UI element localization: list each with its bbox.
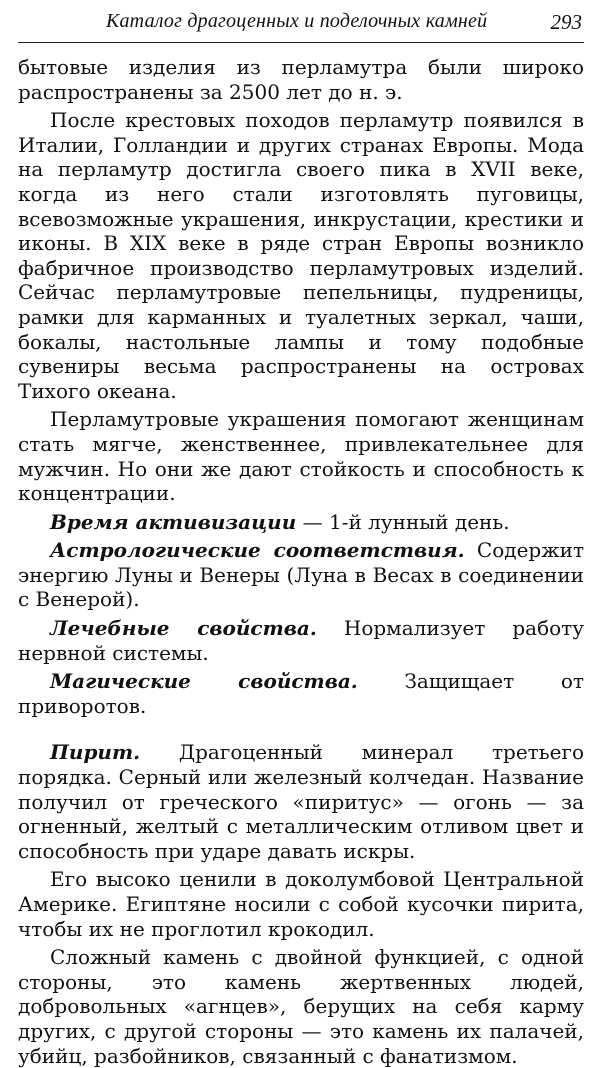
paragraph-continuation: бытовые изделия из перламутра были широко распространены за 2500 лет до н. э. [18,55,584,104]
activation-text: — 1-й лунный день. [296,509,510,534]
magic-term: Магические свойства. [50,669,358,694]
page-number: 293 [550,10,582,34]
pyrite-entry [18,740,584,863]
paragraph-mother-of-pearl-history: После крестовых походов перламутр появился в Италии, Голландии и других странах Европы. Мода на перламутр достигла своего пика в XVII веке, когда из него стали изготовлять пуговицы, всевозможные украшения, инкрустации, крестики и иконы. В XIX веке в ряде стран Европы возникло фабричное производство перламутровых изделий. Сейчас перламутровые пепельницы, пудреницы, рамки для карманных и туалетных зеркал, чаши, бокалы, настольные лампы и тому подобные сувениры весьма распространены на островах Тихого океана. [18,108,584,403]
running-header-title: Каталог драгоценных и поделочных камней [106,10,488,32]
healing-text: Нормализует работу нервной системы. [18,616,584,665]
activation-term: Время активизации [50,509,297,534]
body-text [18,55,584,1068]
running-header [18,2,584,43]
healing-entry [18,616,584,665]
paragraph-pyrite-history: Его высоко ценили в доколумбовой Центральной Америке. Египтяне носили с собой кусочки пирита, чтобы их не проглотил крокодил. [18,867,584,941]
astrology-entry [18,538,584,612]
activation-entry [18,510,584,535]
paragraph-mother-of-pearl-jewelry: Перламутровые украшения помогают женщинам стать мягче, женственнее, привлекательнее для мужчин. Но они же дают стойкость и способность к концентрации. [18,407,584,506]
healing-term: Лечебные свойства. [50,616,317,641]
magic-entry [18,669,584,718]
pyrite-text: Драгоценный минерал третьего порядка. Серный или железный колчедан. Название получил от греческого «пиритус» — огонь — за огненный, желтый с металлическим отливом цвет и способность при ударе давать искры. [18,740,584,863]
paragraph-pyrite-duality: Сложный камень с двойной функцией, с одной стороны, это камень жертвенных людей, добровольных «агнцев», берущих на себя карму других, с другой стороны — это камень их палачей, убийц, разбойников, связанный с фанатизмом. [18,945,584,1068]
astrology-text: Содержит энергию Луны и Венеры (Луна в Весах в соединении с Венерой). [18,538,585,612]
magic-text: Защищает от приворотов. [18,669,584,718]
pyrite-term: Пирит. [50,740,141,765]
astrology-term: Астрологические соответствия. [50,538,465,563]
book-page [18,0,585,1068]
